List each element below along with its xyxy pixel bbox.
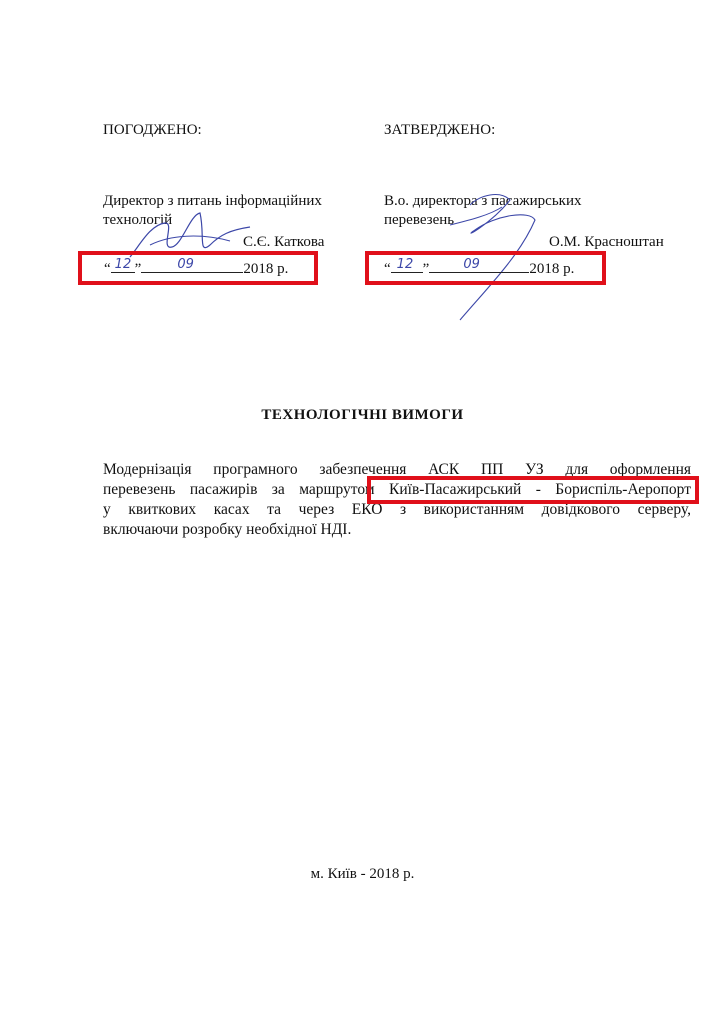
date-close-quote: ” [422, 261, 430, 277]
date-month-handwritten: 09 [177, 257, 194, 272]
date-month-handwritten: 09 [463, 257, 480, 272]
approval-left-heading: ПОГОДЖЕНО: [103, 122, 202, 138]
approval-right-role-line2: перевезень [384, 212, 455, 228]
paragraph-line-1: Модернізація програмного забезпечення АСК ПП УЗ для оформлення [103, 461, 691, 478]
paragraph-line-2 [103, 480, 691, 500]
date-year: 2018 р. [243, 261, 289, 277]
date-open-quote: “ [384, 261, 391, 277]
highlight-box-left-date [78, 251, 318, 285]
highlight-box-right-date [365, 251, 606, 285]
date-day-handwritten: 12 [396, 257, 414, 272]
approval-right-role-line1: В.о. директора з пасажирських [384, 193, 582, 209]
place-and-year: м. Київ - 2018 р. [310, 866, 415, 882]
date-day-handwritten: 12 [114, 257, 132, 272]
document-title: ТЕХНОЛОГІЧНІ ВИМОГИ [261, 407, 464, 423]
paragraph-line-3: у квиткових касах та через ЕКО з використанням довідкового серверу, [103, 501, 691, 518]
route-name: Київ-Пасажирський - Бориспіль-Аеропорт [389, 481, 691, 498]
date-close-quote: ” [134, 261, 142, 277]
date-year: 2018 р. [529, 261, 575, 277]
paragraph-line-4: включаючи розробку необхідної НДІ. [103, 521, 352, 538]
date-open-quote: “ [104, 261, 111, 277]
approval-right-heading: ЗАТВЕРДЖЕНО: [384, 122, 496, 138]
approval-left-role-line1: Директор з питань інформаційних [103, 193, 322, 209]
paragraph-line-2-text: перевезень пасажирів за маршрутом [103, 481, 375, 498]
approval-right-signer-name: О.М. Красноштан [549, 234, 664, 250]
approval-left-signer-name: С.Є. Каткова [243, 234, 325, 250]
approval-left-role-line2: технологій [103, 212, 173, 228]
